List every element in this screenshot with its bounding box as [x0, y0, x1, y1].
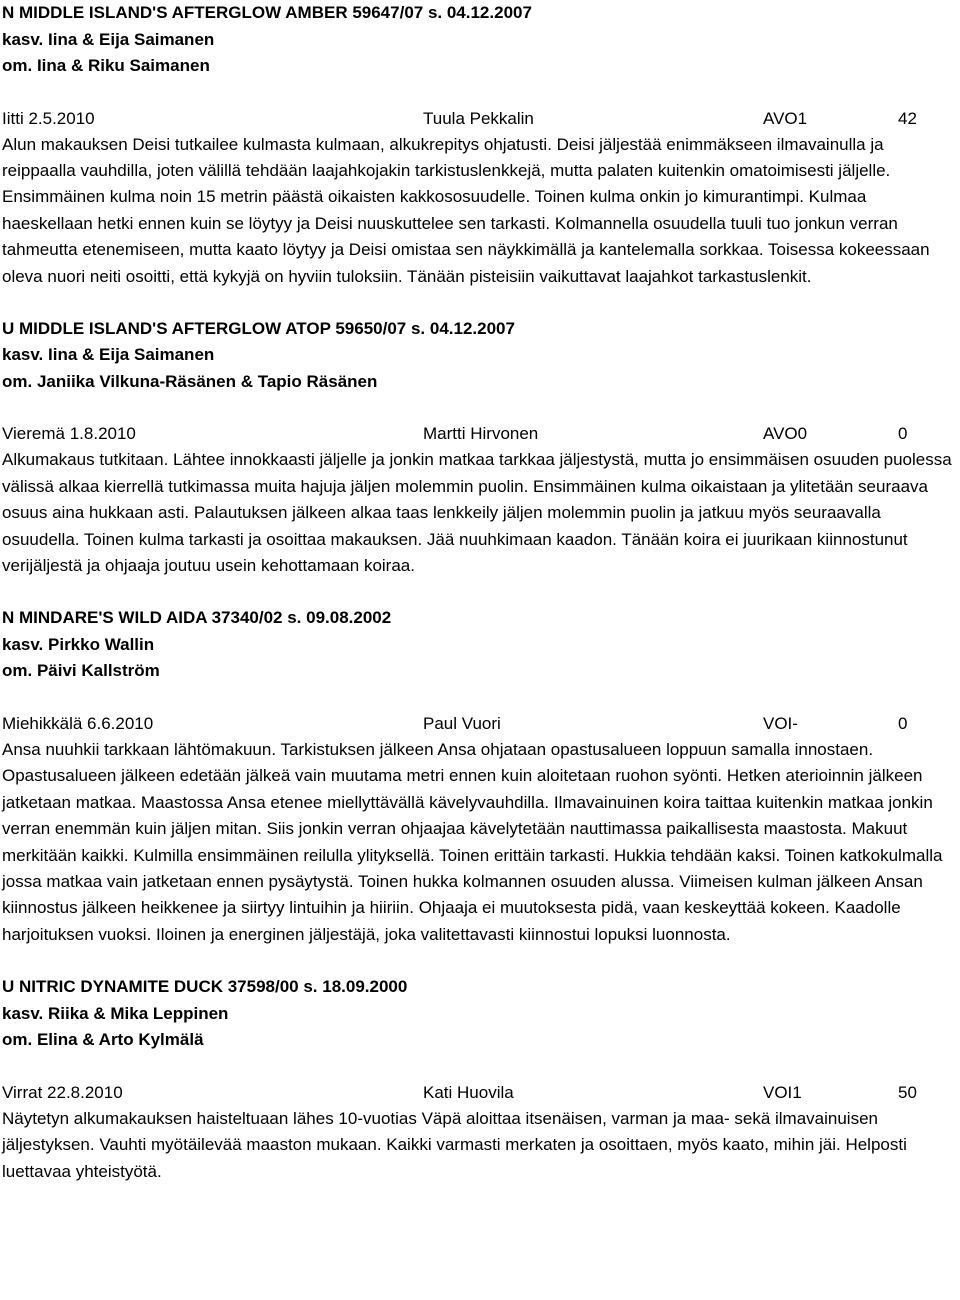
- breeder-line: kasv. Iina & Eija Saimanen: [2, 29, 215, 49]
- dog-header: [2, 974, 960, 1054]
- result-class: AVO0: [763, 424, 808, 444]
- trial-place-date: Miehikkälä 6.6.2010: [2, 713, 154, 733]
- dog-entry: [2, 974, 960, 1185]
- result-row: [2, 106, 960, 132]
- dog-header: [2, 316, 960, 396]
- judge-name: Kati Huovila: [423, 1082, 514, 1102]
- result-points: 0: [898, 713, 908, 733]
- critique-text: Alkumakaus tutkitaan. Lähtee innokkaasti jäljelle ja jonkin matkaa tarkkaa jäljestystä, mutta jo ensimmäisen osuuden puolessa välissä alkaa kierrellä tutkimassa muita hajuja jäljen molemmin puolin. Ensimmäinen kulma oikaistaan ja ylitetään seuraava osuus aina hukkaan asti. Palautuksen jälkeen alkaa taas lenkkeily jäljen molemmin puolin ja jatkuu myös seuraavalla osuudella. Toinen kulma tarkasti ja osoittaa makauksen. Jää nuuhkimaan kaadon. Tänään koira ei juurikaan kiinnostunut verijäljestä ja ohjaaja joutuu usein kehottamaan koiraa.: [2, 450, 952, 576]
- breeder-line: kasv. Pirkko Wallin: [2, 634, 155, 654]
- result-class: VOI1: [763, 1082, 802, 1102]
- judge-name: Tuula Pekkalin: [423, 108, 534, 128]
- owner-line: om. Päivi Kallström: [2, 661, 160, 681]
- dog-title: U MIDDLE ISLAND'S AFTERGLOW ATOP 59650/07 s. 04.12.2007: [2, 318, 515, 338]
- result-points: 50: [898, 1082, 917, 1102]
- critique-text: Näytetyn alkumakauksen haisteltuaan lähes 10-vuotias Väpä aloittaa itsenäisen, varman ja maa- sekä ilmavainuisen jäljestyksen. Vauhti myötäilevää maaston mukaan. Kaikki varmasti merkaten ja osoittaen, myös kaato, mihin jäi. Helposti luettavaa yhteistyötä.: [2, 1108, 907, 1181]
- dog-entry: [2, 605, 960, 948]
- dog-header: [2, 0, 960, 80]
- result-points: 42: [898, 108, 917, 128]
- result-row: [2, 711, 960, 737]
- dog-entry: [2, 0, 960, 290]
- judge-name: Paul Vuori: [423, 713, 501, 733]
- dog-title: N MINDARE'S WILD AIDA 37340/02 s. 09.08.2002: [2, 608, 392, 628]
- owner-line: om. Janiika Vilkuna-Räsänen & Tapio Räsänen: [2, 371, 378, 391]
- dog-title: U NITRIC DYNAMITE DUCK 37598/00 s. 18.09.2000: [2, 977, 408, 997]
- trial-place-date: Virrat 22.8.2010: [2, 1082, 123, 1102]
- result-class: VOI-: [763, 713, 798, 733]
- result-row: [2, 421, 960, 447]
- critique-text: Alun makauksen Deisi tutkailee kulmasta kulmaan, alkukrepitys ohjatusti. Deisi jäljestää enimmäkseen ilmavainulla ja reippaalla vauhdilla, joten välillä tehdään laajahkojakin tarkistuslenkkejä, mutta palaten kuitenkin omatoimisesti jäljelle. Ensimmäinen kulma noin 15 metrin päästä oikaisten kakkososuudelle. Toinen kulma onkin jo kimurantimpi. Kulmaa haeskellaan hetki ennen kuin se löytyy ja Deisi nuuskuttelee sen tarkasti. Kolmannella osuudella tuuli tuo jonkun verran tahmeutta etenemiseen, mutta kaato löytyy ja Deisi omistaa sen näykkimällä ja kantelemalla sorkkaa. Toisessa kokeessaan oleva nuori neiti osoitti, että kykyjä on hyviin tuloksiin. Tänään pisteisiin vaikuttavat laajahkot tarkastuslenkit.: [2, 134, 930, 286]
- breeder-line: kasv. Riika & Mika Leppinen: [2, 1003, 229, 1023]
- owner-line: om. Iina & Riku Saimanen: [2, 56, 210, 75]
- breeder-line: kasv. Iina & Eija Saimanen: [2, 345, 215, 365]
- result-class: AVO1: [763, 108, 808, 128]
- dog-title: N MIDDLE ISLAND'S AFTERGLOW AMBER 59647/07 s. 04.12.2007: [2, 3, 532, 22]
- trial-place-date: Iitti 2.5.2010: [2, 108, 95, 128]
- critique-text: Ansa nuuhkii tarkkaan lähtömakuun. Tarkistuksen jälkeen Ansa ohjataan opastusalueen loppuun samalla innostaen. Opastusalueen jälkeen edetään jälkeä vain muutama metri ennen kuin aloitetaan ruohon syönti. Hetken aterioinnin jälkeen jatketaan matkaa. Maastossa Ansa etenee miellyttävällä kävelyvauhdilla. Ilmavainuinen koira taittaa kuitenkin matkaa jonkin verran enemmän kuin jäljen mitan. Siis jonkin verran ohjaajaa kävelytetään nauttimassa paikallisesta maastosta. Makuut merkitään kaikki. Kulmilla ensimmäinen reilulla ylityksellä. Toinen erittäin tarkasti. Hukkia tehdään kaksi. Toinen katkokulmalla jossa matkaa vain jatketaan ennen pysäytystä. Toinen hukka kolmannen osuuden alussa. Viimeisen kulman jälkeen Ansan kiinnostus jälkeen heikkenee ja siirtyy lintuihin ja hiiriin. Ohjaaja ei muutoksesta pidä, vaan keskeyttää kokeen. Kaadolle harjoituksen vuoksi. Iloinen ja energinen jäljestäjä, joka valitettavasti kiinnostui lopuksi luonnosta.: [2, 739, 943, 944]
- result-points: 0: [898, 424, 908, 444]
- result-row: [2, 1080, 960, 1106]
- dog-entry: [2, 316, 960, 580]
- owner-line: om. Elina & Arto Kylmälä: [2, 1030, 204, 1050]
- judge-name: Martti Hirvonen: [423, 424, 539, 444]
- trial-place-date: Vieremä 1.8.2010: [2, 424, 136, 444]
- dog-header: [2, 605, 960, 685]
